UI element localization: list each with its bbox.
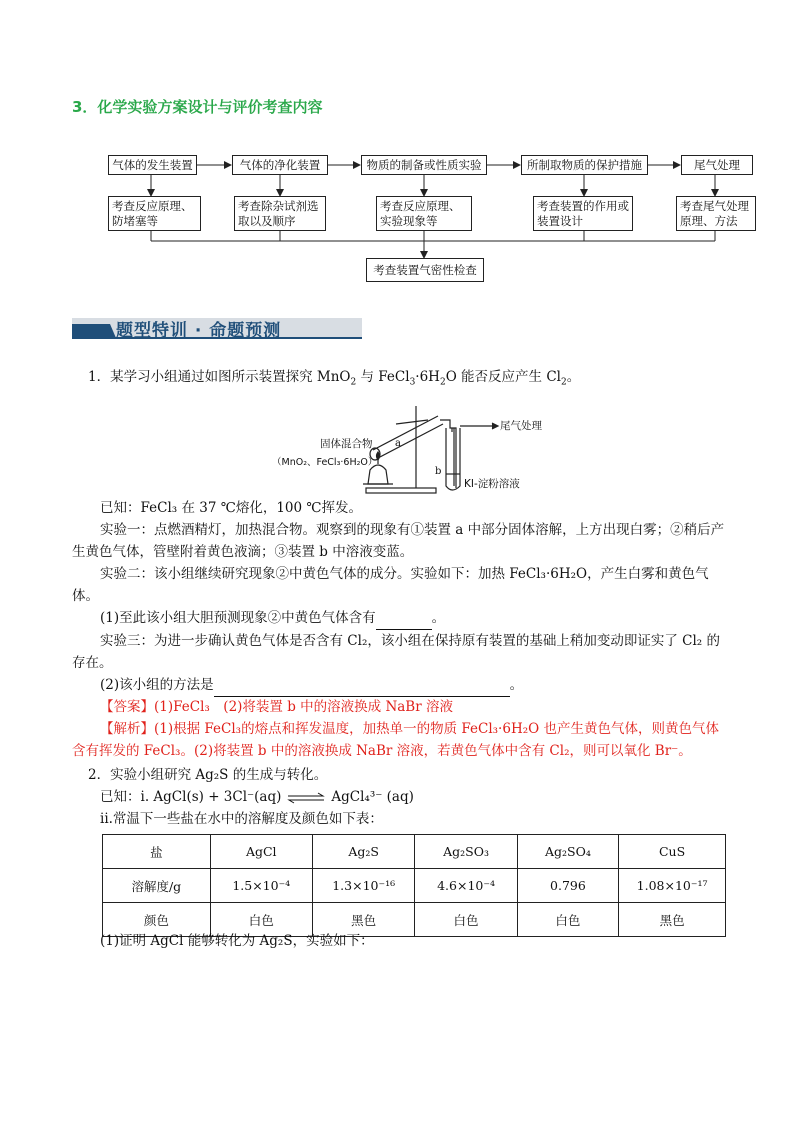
q2-known-ii: ii.常温下一些盐在水中的溶解度及颜色如下表： [100,811,383,827]
q1-part-1: (1)至此该小组大胆预测现象②中黄色气体含有 。 [100,607,760,630]
table-cell: Ag₂SO₄ [517,835,618,869]
table-cell: 白色 [210,903,312,937]
table-cell: CuS [619,835,726,869]
apparatus-label-a: a [395,438,401,449]
table-cell: 1.3×10⁻¹⁶ [312,869,415,903]
table-cell: AgCl [210,835,312,869]
answer-blank-1[interactable] [376,607,432,630]
apparatus-label-tail-gas: 尾气处理 [500,420,542,432]
flow-box-mid-3: 考查反应原理、实验现象等 [376,196,472,231]
q1-answer: 【答案】(1)FeCl₃ (2)将装置 b 中的溶液换成 NaBr 溶液 [100,699,453,715]
solubility-table [102,834,726,937]
flow-box-mid-4: 考查装置的作用或装置设计 [533,196,633,231]
q1-stem: 1．某学习小组通过如图所示装置探究 MnO$_2$ 与 $FeCl_3\cdot 6H_2O$ 能否反应产生 $Cl_2$。 [88,369,581,388]
equilibrium-arrow-icon [287,792,325,804]
table-cell: 黑色 [619,903,726,937]
table-cell: 盐 [103,835,211,869]
section-title: 3．化学实验方案设计与评价考查内容 [72,98,323,116]
q1-experiment-1: 实验一：点燃酒精灯，加热混合物。观察到的现象有①装置 a 中部分固体溶解，上方出现白雾；②稍后产生黄色气体，管壁附着黄色液滴；③装置 b 中溶液变蓝。 [72,522,725,560]
apparatus-label-solid: 固体混合物 [320,438,373,450]
table-cell: 溶解度/g [103,869,211,903]
apparatus-label-b: b [435,466,442,477]
table-cell: 1.5×10⁻⁴ [210,869,312,903]
table-cell: Ag₂SO₃ [415,835,517,869]
q1-experiment-3: 实验三：为进一步确认黄色气体是否含有 Cl₂，该小组在保持原有装置的基础上稍加变动即证实了 Cl₂ 的存在。 [72,633,720,671]
table-cell: 1.08×10⁻¹⁷ [619,869,726,903]
flow-box-protection: 所制取物质的保护措施 [521,155,648,175]
q2-stem: 2．实验小组研究 Ag₂S 的生成与转化。 [88,767,328,783]
flowchart-connectors [0,0,800,300]
answer-blank-2[interactable] [214,674,510,697]
flow-box-airtightness: 考查装置气密性检查 [366,258,484,282]
flow-box-gas-purification: 气体的净化装置 [232,155,328,175]
banner-title: 题型特训 · 命题预测 [116,321,282,341]
apparatus-figure [272,398,568,498]
q1-analysis: 【解析】(1)根据 FeCl₃的熔点和挥发温度，加热单一的物质 FeCl₃·6H₂O 也产生黄色气体，则黄色气体含有挥发的 FeCl₃。(2)将装置 b 中的溶液换成 NaBr 溶液，若黄色气体中含有 Cl₂，则可以氧化 Br⁻。 [72,721,719,759]
q1-known: 已知：FeCl₃ 在 37 ℃熔化，100 ℃挥发。 [100,500,362,516]
table-cell: Ag₂S [312,835,415,869]
table-cell: 黑色 [312,903,415,937]
q2-known-i: 已知：i. AgCl(s) + 3Cl⁻(aq) AgCl₄³⁻ (aq) [100,789,414,805]
section-banner [72,314,362,340]
flow-box-tail-gas: 尾气处理 [681,155,753,175]
table-cell: 4.6×10⁻⁴ [415,869,517,903]
flow-box-gas-generation: 气体的发生装置 [108,155,197,175]
table-cell: 白色 [517,903,618,937]
table-row [103,869,726,903]
flow-box-preparation: 物质的制备或性质实验 [361,155,487,175]
q1-experiment-2: 实验二：该小组继续研究现象②中黄色气体的成分。实验如下：加热 FeCl₃·6H₂O，产生白雾和黄色气体。 [72,566,709,604]
table-row [103,835,726,869]
apparatus-label-mixture: （MnO₂、FeCl₃·6H₂O） [272,457,378,468]
flow-box-mid-5: 考查尾气处理原理、方法 [676,196,756,231]
flow-box-mid-1: 考查反应原理、防堵塞等 [108,196,201,231]
table-cell: 颜色 [103,903,211,937]
q2-part-1: (1)证明 AgCl 能够转化为 Ag₂S，实验如下： [100,933,374,949]
q1-part-2: (2)该小组的方法是 。 [100,674,760,697]
table-cell: 白色 [415,903,517,937]
apparatus-label-ki: KI-淀粉溶液 [464,478,520,490]
flow-box-mid-2: 考查除杂试剂选取以及顺序 [234,196,326,231]
table-cell: 0.796 [517,869,618,903]
